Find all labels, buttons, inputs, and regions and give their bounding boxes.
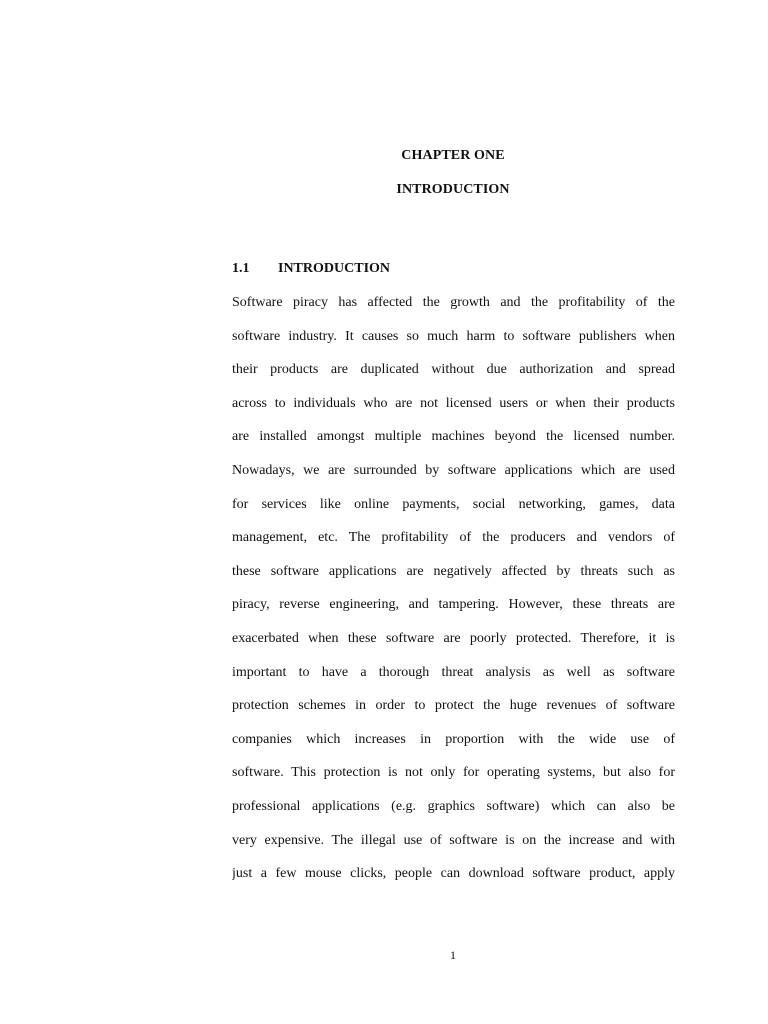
text-line: software industry. It causes so much harm to software publishers when — [232, 328, 675, 344]
text-line: are installed amongst multiple machines beyond the licensed number. — [232, 429, 675, 445]
text-line: across to individuals who are not licensed users or when their products — [232, 395, 675, 411]
chapter-number: CHAPTER ONE — [401, 148, 505, 163]
page-number: 1 — [450, 948, 456, 962]
section-title: INTRODUCTION — [278, 261, 391, 276]
text-line: protection schemes in order to protect the huge revenues of software — [232, 698, 675, 714]
text-line: management, etc. The profitability of the producers and vendors of — [232, 530, 675, 546]
text-line: companies which increases in proportion with the wide use of — [232, 731, 675, 747]
text-line: important to have a thorough threat analysis as well as software — [232, 664, 675, 680]
text-line: software. This protection is not only for operating systems, but also for — [232, 765, 675, 781]
chapter-title: INTRODUCTION — [396, 182, 510, 197]
text-line: these software applications are negatively affected by threats such as — [232, 563, 675, 579]
text-line: very expensive. The illegal use of software is on the increase and with — [232, 832, 675, 848]
text-line: Software piracy has affected the growth and the profitability of the — [232, 295, 675, 310]
text-line: their products are duplicated without due authorization and spread — [232, 362, 675, 378]
text-line: just a few mouse clicks, people can download software product, apply — [232, 866, 675, 882]
text-line: Nowadays, we are surrounded by software applications which are used — [232, 462, 675, 478]
text-line: exacerbated when these software are poorly protected. Therefore, it is — [232, 630, 675, 646]
section-number: 1.1 — [232, 261, 250, 276]
text-line: professional applications (e.g. graphics software) which can also be — [232, 798, 675, 814]
text-line: for services like online payments, social networking, games, data — [232, 496, 675, 512]
text-line: piracy, reverse engineering, and tampering. However, these threats are — [232, 597, 675, 613]
body-paragraph — [232, 286, 675, 891]
section-heading — [232, 261, 390, 277]
